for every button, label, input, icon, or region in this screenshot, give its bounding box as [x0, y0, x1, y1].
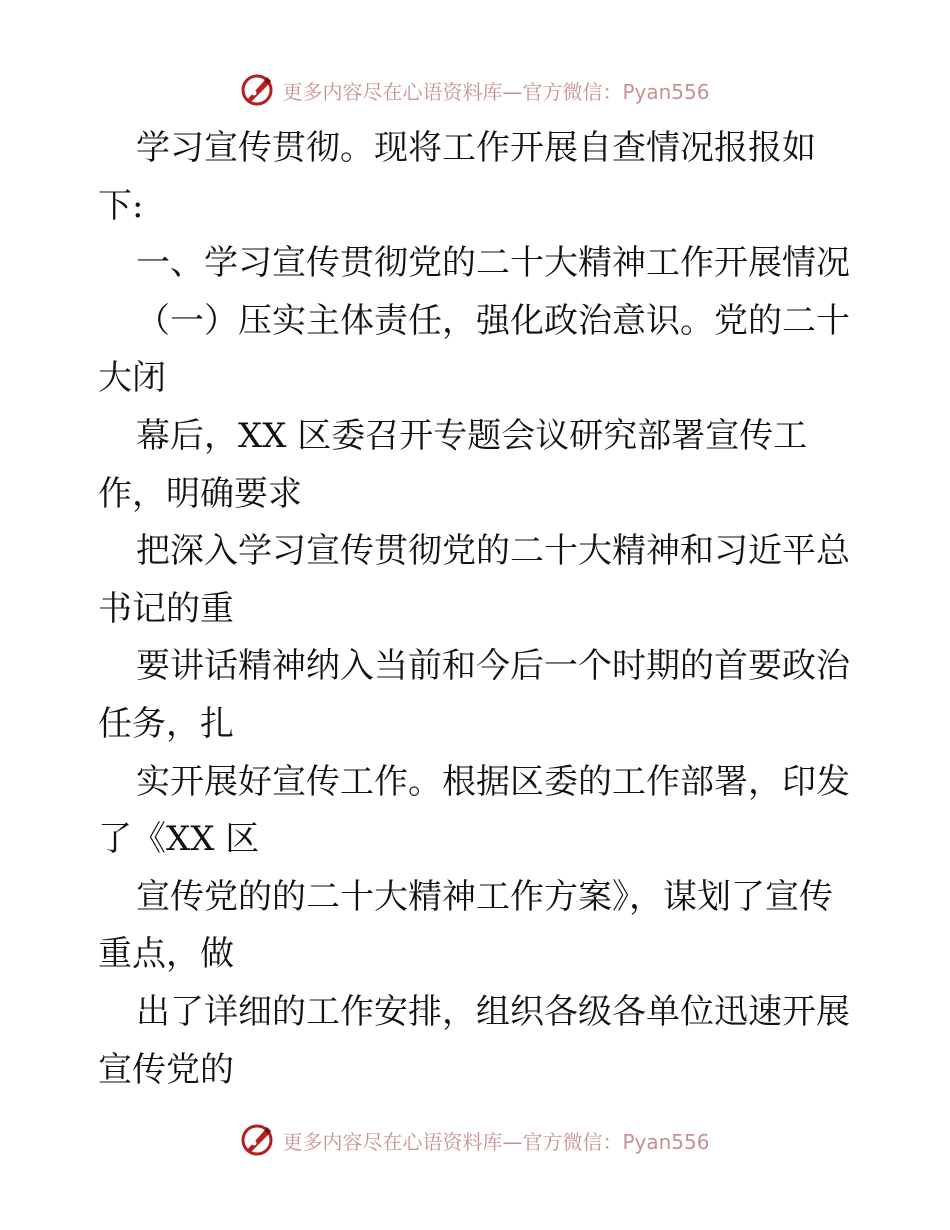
header-banner-text: 更多内容尽在心语资料库—官方微信：Pyan556 [282, 79, 710, 104]
text-line: 任务，扎 [98, 703, 234, 744]
text-line: 书记的重 [98, 588, 234, 629]
footer-banner-text: 更多内容尽在心语资料库—官方微信：Pyan556 [282, 1129, 710, 1154]
text-line: 宣传党的 [98, 1049, 234, 1090]
pen-logo-icon [240, 73, 274, 107]
text-line: 学习宣传贯彻。现将工作开展自查情况报报如 [136, 128, 816, 168]
text-line: 实开展好宣传工作。根据区委的工作部署，印发 [136, 761, 850, 802]
text-line: 把深入学习宣传贯彻党的二十大精神和习近平总 [136, 531, 850, 572]
text-line: （一）压实主体责任，强化政治意识。党的二十 [136, 300, 850, 341]
text-line: 作，明确要求 [98, 473, 302, 514]
header-banner [0, 70, 950, 110]
text-line: 幕后，XX 区委召开专题会议研究部署宣传工 [136, 415, 808, 456]
text-line: 宣传党的的二十大精神工作方案》，谋划了宣传 [136, 876, 833, 917]
text-line: 下: [98, 185, 144, 226]
document-body [98, 120, 858, 1099]
section-heading: 一、学习宣传贯彻党的二十大精神工作开展情况 [136, 243, 850, 284]
footer-banner [0, 1120, 950, 1160]
text-line: 出了详细的工作安排，组织各级各单位迅速开展 [136, 991, 850, 1032]
text-line: 要讲话精神纳入当前和今后一个时期的首要政治 [136, 646, 850, 687]
text-line: 大闭 [98, 358, 166, 399]
text-line: 重点，做 [98, 934, 234, 975]
text-line: 了《XX 区 [98, 819, 260, 860]
pen-logo-icon [240, 1123, 274, 1157]
